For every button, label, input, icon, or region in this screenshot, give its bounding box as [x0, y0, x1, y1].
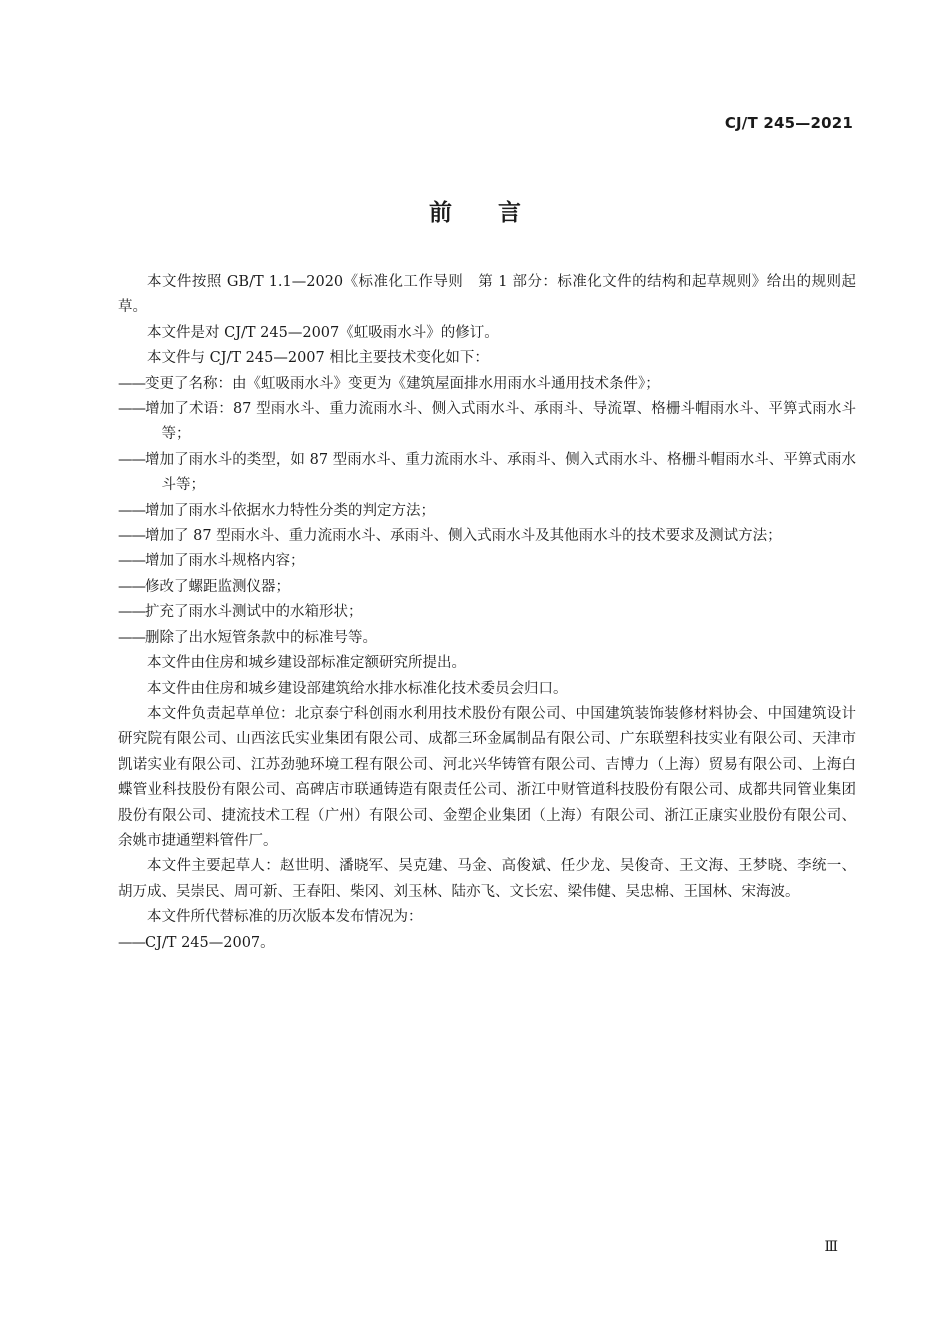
page-title: 前言 — [429, 200, 567, 226]
history-text: CJ/T 245—2007。 — [145, 934, 275, 951]
foreword-body — [118, 270, 856, 956]
change-item — [118, 549, 856, 574]
change-text: 变更了名称：由《虹吸雨水斗》变更为《建筑屋面排水用雨水斗通用技术条件》； — [145, 375, 660, 392]
change-item — [118, 499, 856, 524]
dash-mark: —— — [118, 553, 145, 570]
change-text: 修改了螺距监测仪器； — [145, 578, 290, 595]
change-item — [118, 524, 856, 549]
change-text: 增加了雨水斗规格内容； — [145, 553, 305, 570]
change-text: 删除了出水短管条款中的标准号等。 — [145, 629, 377, 646]
paragraph: 本文件是对 CJ/T 245—2007《虹吸雨水斗》的修订。 — [147, 324, 499, 341]
change-item — [118, 372, 856, 397]
dash-mark: —— — [118, 629, 145, 646]
history-item — [118, 931, 856, 956]
paragraph: 本文件按照 GB/T 1.1—2020《标准化工作导则 第 1 部分：标准化文件的结构和起草规则》给出的规则起草。 — [118, 274, 856, 316]
dash-mark: —— — [118, 578, 145, 595]
dash-mark: —— — [118, 502, 145, 519]
change-text: 增加了雨水斗依据水力特性分类的判定方法； — [145, 502, 435, 519]
dash-mark: —— — [118, 604, 145, 621]
dash-mark: —— — [118, 375, 145, 392]
page-number: Ⅲ — [824, 1239, 838, 1255]
paragraph: 本文件所代替标准的历次版本发布情况为： — [147, 909, 423, 926]
paragraph: 本文件由住房和城乡建设部标准定额研究所提出。 — [147, 655, 466, 672]
dash-mark: —— — [118, 451, 145, 468]
drafting-units: 本文件负责起草单位：北京泰宁科创雨水利用技术股份有限公司、中国建筑装饰装修材料协会、中国建筑设计研究院有限公司、山西泫氏实业集团有限公司、成都三环金属制品有限公司、广东联塑科技实业有限公司、天津市凯诺实业有限公司、江苏劲驰环境工程有限公司、河北兴华铸管有限公司、吉博力（上海）贸易有限公司、上海白蝶管业科技股份有限公司、高碑店市联通铸造有限责任公司、浙江中财管道科技股份有限公司、成都共同管业集团股份有限公司、捷流技术工程（广州）有限公司、金塑企业集团（上海）有限公司、浙江正康实业股份有限公司、余姚市捷通塑料管件厂。 — [118, 705, 856, 849]
dash-mark: —— — [118, 528, 145, 545]
change-item — [118, 575, 856, 600]
paragraph: 本文件由住房和城乡建设部建筑给水排水标准化技术委员会归口。 — [147, 680, 568, 697]
change-text: 增加了雨水斗的类型，如 87 型雨水斗、重力流雨水斗、承雨斗、侧入式雨水斗、格栅斗帽雨水斗、平箅式雨水斗等； — [145, 451, 856, 494]
change-item — [118, 626, 856, 651]
change-text: 增加了 87 型雨水斗、重力流雨水斗、承雨斗、侧入式雨水斗及其他雨水斗的技术要求及测试方法； — [145, 528, 782, 545]
change-item — [118, 397, 856, 448]
change-item — [118, 600, 856, 625]
change-item — [118, 448, 856, 499]
drafters: 本文件主要起草人：赵世明、潘晓军、吴克建、马金、高俊斌、任少龙、吴俊奇、王文海、王梦晓、李统一、胡万成、吴崇民、周可新、王春阳、柴冈、刘玉林、陆亦飞、文长宏、梁伟健、吴忠棉、王国林、宋海波。 — [118, 858, 856, 900]
paragraph: 本文件与 CJ/T 245—2007 相比主要技术变化如下： — [147, 350, 489, 367]
dash-mark: —— — [118, 934, 145, 951]
change-text: 增加了术语：87 型雨水斗、重力流雨水斗、侧入式雨水斗、承雨斗、导流罩、格栅斗帽雨水斗、平箅式雨水斗等； — [145, 401, 856, 443]
dash-mark: —— — [118, 401, 145, 418]
standard-code: CJ/T 245—2021 — [724, 114, 853, 132]
change-text: 扩充了雨水斗测试中的水箱形状； — [145, 604, 363, 621]
